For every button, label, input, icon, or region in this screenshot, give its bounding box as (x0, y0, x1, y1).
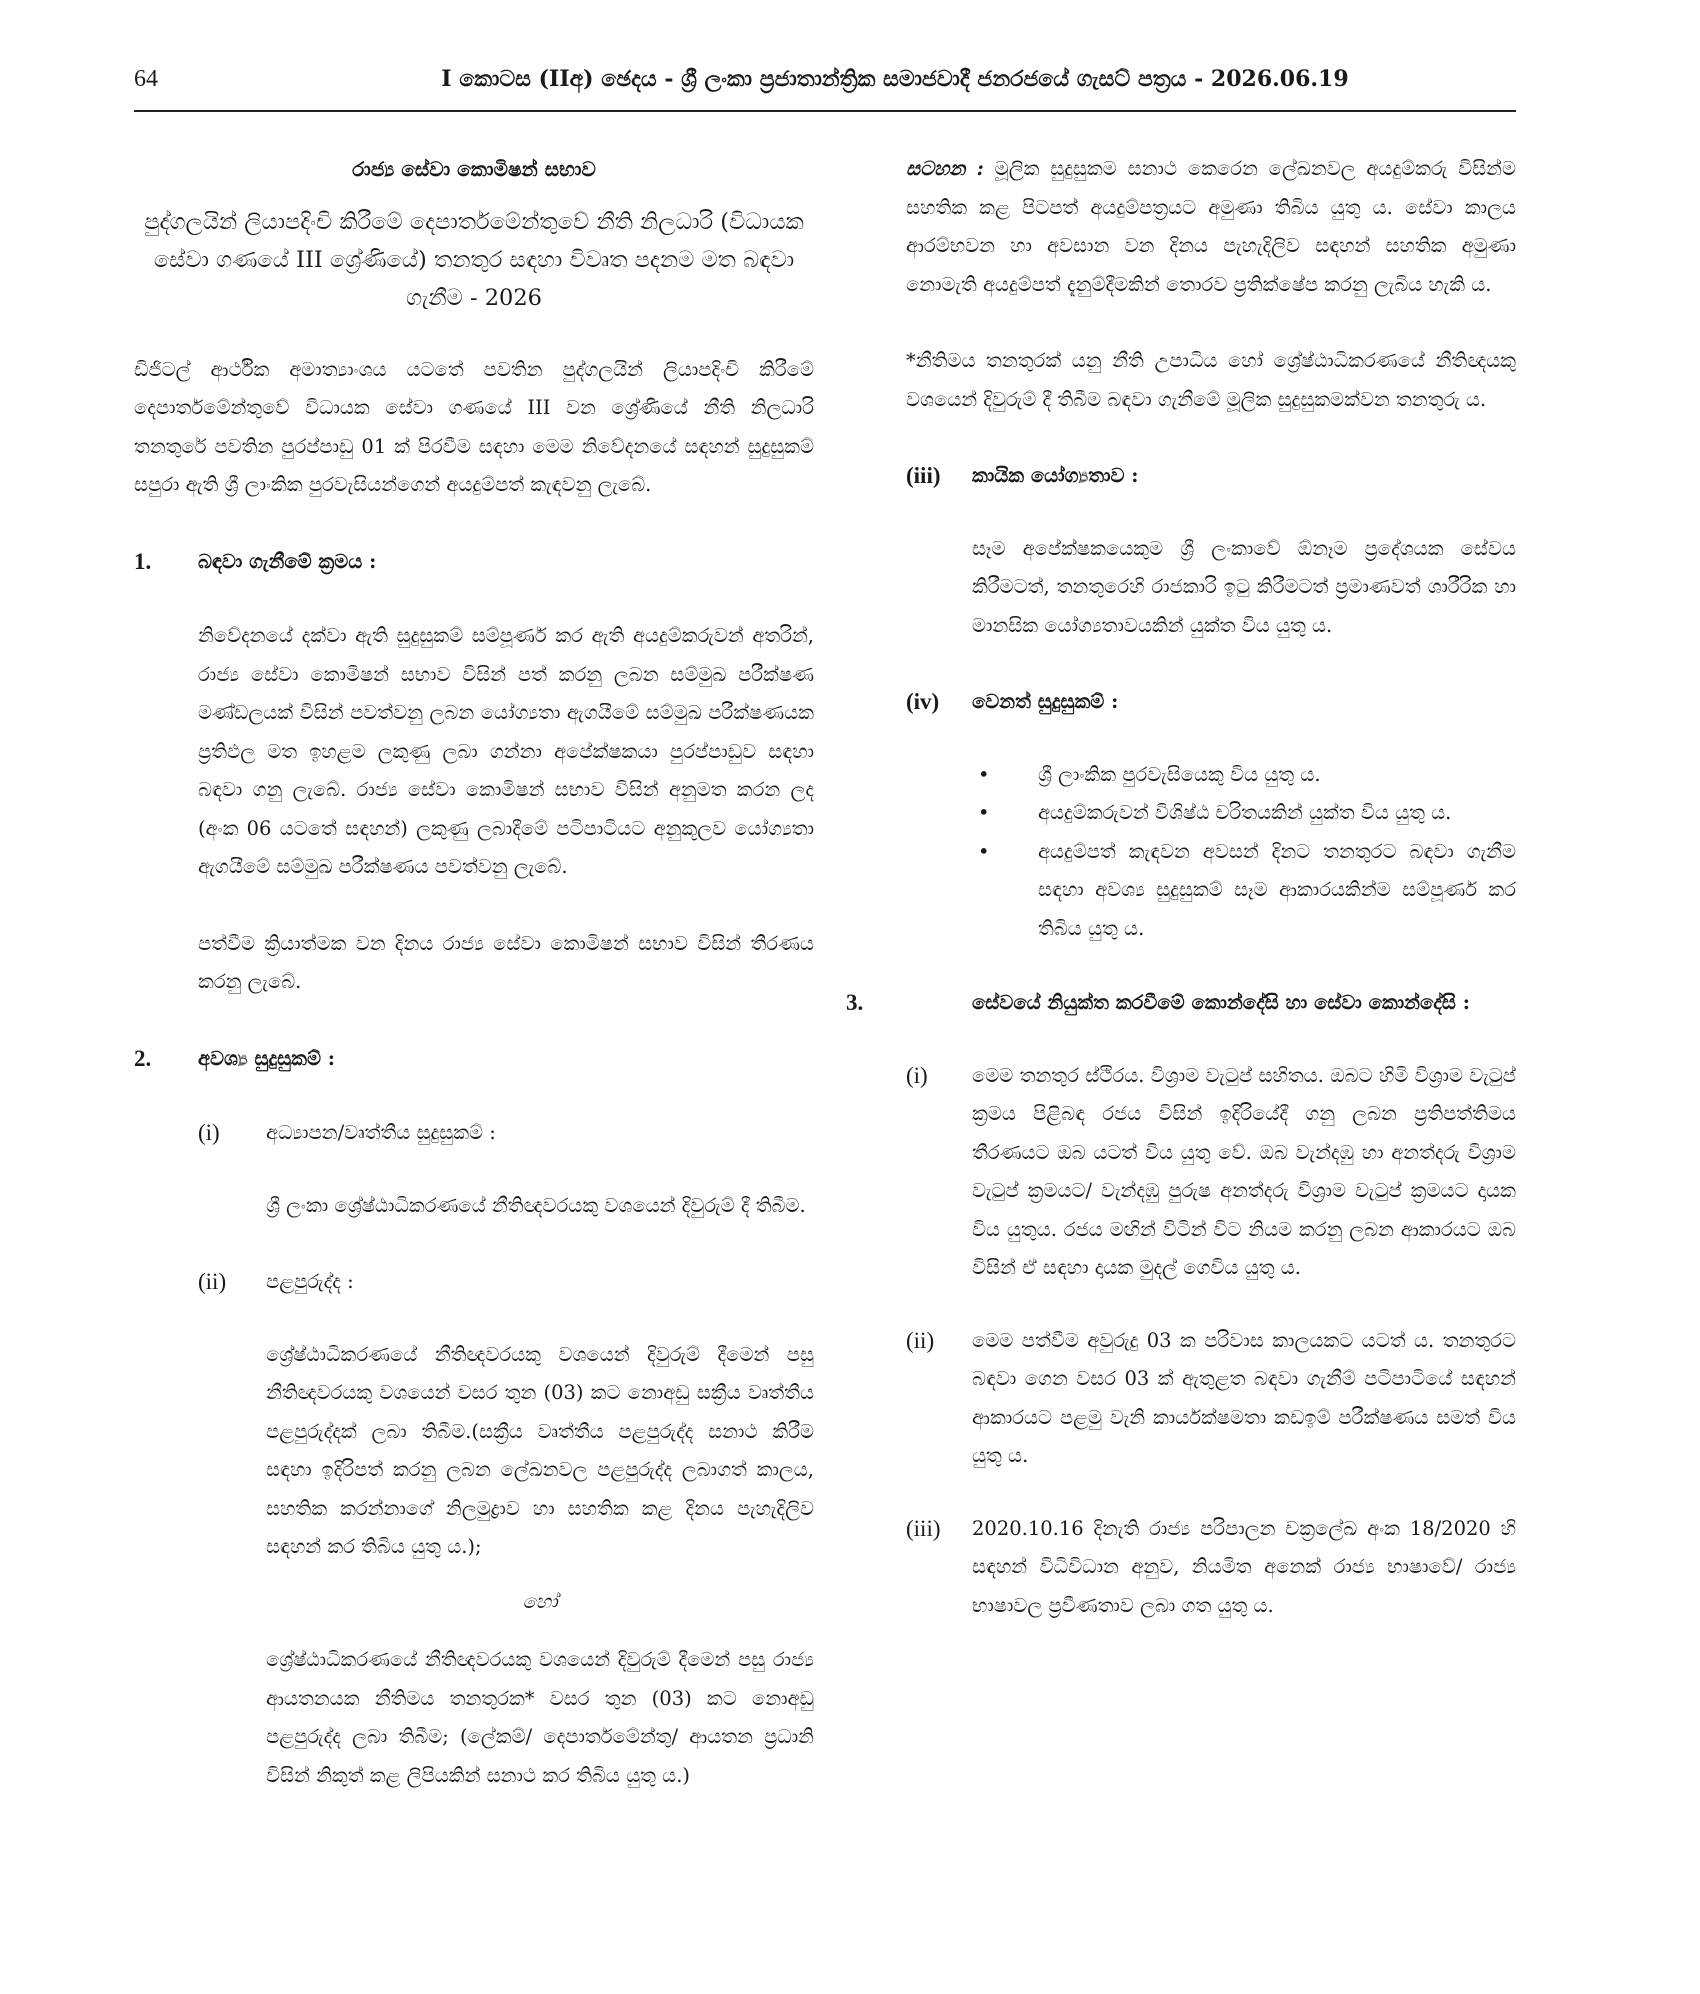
subsection-ii-text-1: ශ්‍රේෂ්ඨාධිකරණයේ නීතිඥවරයකු වශයෙන් දිවුරුම් දීමෙන් පසු නීතිඥවරයකු වශයෙන් වසර තුන (03) කට නොඅඩු සක්‍රීය වෘත්තීය පළපුරුද්දක් ලබා තිබීම.(සක්‍රීය වෘත්තීය පළපුරුද්ද සනාථ කිරීම සඳහා ඉදිරිපත් කරනු ලබන ලේඛනවල පළපුරුද්ද ලබාගත් කාලය, සහතික කරන්නාගේ නිලමුද්‍රාව හා සහතික කළ දිනය පැහැදිලිව සඳහන් කර තිබිය යුතු ය.); (266, 1342, 814, 1558)
or-separator: හෝ (522, 1589, 558, 1613)
section-2-heading (134, 1040, 814, 1079)
subsection-ii-text-2: ශ්‍රේෂ්ඨාධිකරණයේ නීතිඥවරයකු වශයෙන් දිවුරුම් දීමෙන් පසු රාජ්‍ය ආයතනයක නීතිමය තනතුරක* වසර තුන (03) කට නොඅඩු පළපුරුද්ද ලබා තිබීම; (ලේකම්/ දෙපාර්තමේන්තු/ ආයතන ප්‍රධානි විසින් නිකුත් කළ ලිපියකින් සනාථ කර තිබිය යුතු ය.) (266, 1648, 814, 1787)
subsection-number: (ii) (198, 1269, 227, 1294)
subsection-ii (198, 1263, 814, 1302)
section-1-paragraph: නිවේදනයේ දක්වා ඇති සුදුසුකම් සම්පූර්ණ කර ඇති අයදුම්කරුවන් අතරින්, රාජ්‍ය සේවා කොමිෂන් සභාව විසින් පත් කරනු ලබන සම්මුඛ පරීක්ෂණ මණ්ඩලයක් විසින් පවත්වනු ලබන යෝග්‍යතා ඇගයීමේ සම්මුඛ පරීක්ෂණයක ප්‍රතිඵල මත ඉහළම ලකුණු ලබා ගන්නා අපේක්ෂකයා පුරප්පාඩුව සඳහා බඳවා ගනු ලැබේ. රාජ්‍ය සේවා කොමිෂන් සභාව විසින් අනුමත කරන ලද (අංක 06 යටතේ සඳහන්) ලකුණු ලබාදීමේ පටිපාටියට අනුකූලව යෝග්‍යතා ඇගයීමේ සම්මුඛ පරීක්ෂණය පවත්වනු ලැබේ. (198, 624, 814, 878)
item-text: මෙම පත්වීම අවුරුදු 03 ක පරිවාස කාලයකට යටත් ය. තනතුරට බඳවා ගෙන වසර 03 ක් ඇතුළත බඳවා ගැනීම් පටිපාටියේ සඳහන් ආකාරයට පළමු වැනි කාර්යක්ෂමතා කඩඉම් පරීක්ෂණය සමත් විය යුතු ය. (972, 1328, 1516, 1467)
subsection-number: (iii) (906, 463, 941, 488)
note-paragraph (906, 150, 1516, 304)
subsection-title: කායික යෝග්‍යතාව : (972, 464, 1139, 487)
conditions-item (906, 1057, 1516, 1288)
page-number: 64 (134, 66, 158, 92)
subsection-number: (i) (198, 1120, 220, 1145)
item-number: (i) (906, 1062, 928, 1088)
item-number: (iii) (906, 1515, 941, 1541)
item-text: 2020.10.16 දිනැති රාජ්‍ය පරිපාලන චක්‍රලේඛ අංක 18/2020 හි සඳහන් විධිවිධාන අනුව, නියමිත අනෙක් රාජ්‍ය භාෂාවේ/ රාජ්‍ය භාෂාවල ප්‍රවීණතාව ලබා ගත යුතු ය. (972, 1516, 1516, 1617)
subsection-iii-text: සෑම අපේක්ෂකයෙකුම ශ්‍රී ලංකාවේ ඕනෑම ප්‍රදේශයක සේවය කිරීමටත්, තනතුරෙහි රාජකාරි ඉටු කිරීමටත් ප්‍රමාණවත් ශාරීරික හා මානසික යෝග්‍යතාවයකින් යුක්ත විය යුතු ය. (972, 536, 1516, 637)
conditions-item (906, 1322, 1516, 1476)
section-1-heading (134, 543, 814, 582)
left-column (134, 150, 814, 1833)
note-label: සටහන : (906, 157, 984, 180)
subsection-i-text: ශ්‍රී ලංකා ශ්‍රේෂ්ඨාධිකරණයේ නීතිඥවරයකු වශයෙන් දිවුරුම් දී තිබීම. (266, 1193, 806, 1217)
section-number: 2. (134, 1045, 152, 1071)
subsection-iv (906, 683, 1516, 722)
notice-authority-title: රාජ්‍ය සේවා කොමිෂන් සභාව (352, 157, 596, 181)
section-title: බඳවා ගැනීමේ ක්‍රමය : (198, 549, 377, 573)
running-head: I කොටස (IIඅ) ඡෙදය - ශ්‍රී ලංකා ප්‍රජාතාන්ත්‍රික සමාජවාදී ජනරජයේ ගැසට් පත්‍රය - 2026.06.19 (441, 66, 1349, 92)
section-title: සේවයේ නියුක්ත කරවීමේ කොන්දේසි හා සේවා කොන්දේසි : (972, 991, 1470, 1014)
section-3-heading (846, 984, 1516, 1023)
list-item: • ශ්‍රී ලාංකික පුරවැසියෙකු විය යුතු ය. (972, 756, 1516, 795)
notice-subtitle: පුද්ගලයින් ලියාපදිංචි කිරීමේ දෙපාර්තමේන්තුවේ නීති නිලධාරි (විධායක සේවා ගණයේ III ශ්‍රේණියේ) තනතුර සඳහා විවෘත පදනම මත බඳවා ගැනීම - 2026 (144, 208, 804, 311)
subsection-iii (906, 457, 1516, 496)
conditions-item (906, 1510, 1516, 1626)
other-qualifications-list (972, 756, 1516, 949)
subsection-number: (iv) (906, 689, 940, 714)
right-column (846, 150, 1516, 1659)
intro-paragraph: ඩිජිටල් ආර්ථික අමාත්‍යාංශය යටතේ පවතින පුද්ගලයින් ලියාපදිංචි කිරීමේ දෙපාර්තමේන්තුවේ විධායක සේවා ගණයේ III වන ශ්‍රේණියේ නීති නිලධාරි තනතුරේ පවතින පුරප්පාඩු 01 ක් පිරවීම සඳහා මෙම නිවේදනයේ සඳහන් සුදුසුකම් සපුරා ඇති ශ්‍රී ලාංකික පුරවැසියන්ගෙන් අයදුම්පත් කැඳවනු ලැබේ. (134, 357, 814, 496)
subsection-title: අධ්‍යාපන/වෘත්තීය සුදුසුකම් : (266, 1121, 496, 1144)
item-text: මෙම තනතුර ස්ථිරය. විශ්‍රාම වැටුප් සහිතය. ඔබට හිමි විශ්‍රාම වැටුප් ක්‍රමය පිළිබඳ රජය විසින් ඉදිරියේදී ගනු ලබන ප්‍රතිපත්තිමය තීරණයට ඔබ යටත් විය යුතු වේ. ඔබ වැන්දඹු හා අනත්දරු විශ්‍රාම වැටුප් ක්‍රමයට/ වැන්දඹු පුරුෂ අනත්දරු විශ්‍රාම වැටුප් ක්‍රමයට දායක විය යුතුය. රජය මඟින් විටින් විට නියම කරනු ලබන ආකාරයට ඔබ විසින් ඒ සඳහා දායක මුදල් ගෙවිය යුතු ය. (972, 1063, 1516, 1279)
item-number: (ii) (906, 1327, 935, 1353)
page-header (134, 66, 1516, 112)
section-title: අවශ්‍ය සුදුසුකම් : (198, 1046, 335, 1070)
section-number: 1. (134, 548, 152, 574)
note-text: මූලික සුදුසුකම සනාථ කෙරෙන ලේඛනවල අයදුම්කරු විසින්ම සහතික කළ පිටපත් අයදුම්පත්‍රයට අමුණා තිබිය යුතු ය. සේවා කාලය ආරම්භවන හා අවසාන වන දිනය පැහැදිලිව සඳහන් සහතික අමුණා නොමැති අයදුම්පත් දැනුම්දීමකින් තොරව ප්‍රතික්ෂේප කරනු ලැබිය හැකි ය. (906, 157, 1516, 296)
subsection-title: වෙනත් සුදුසුකම් : (972, 690, 1119, 713)
section-number: 3. (846, 990, 864, 1015)
footnote-paragraph: *නීතිමය තනතුරක් යනු නීති උපාධිය හෝ ශ්‍රේෂ්ඨාධිකරණයේ නීතිඥයකු වශයෙන් දිවුරුම් දී තිබීම බඳවා ගැනීමේ මූලික සුදුසුකමක්වන තනතුරු ය. (906, 349, 1516, 411)
list-item: • අයදුම්කරුවන් විශිෂ්ඨ චරිතයකින් යුක්ත විය යුතු ය. (972, 794, 1516, 833)
section-1-paragraph-2: පත්වීම ක්‍රියාත්මක වන දිනය රාජ්‍ය සේවා කොමිෂන් සභාව විසින් තීරණය කරනු ලැබේ. (198, 931, 814, 993)
subsection-title: පළපුරුද්ද : (266, 1270, 354, 1293)
list-item: • අයදුම්පත් කැඳවන අවසන් දිනට තනතුරට බඳවා ගැනීම සඳහා අවශ්‍ය සුදුසුකම් සෑම ආකාරයකින්ම සම්පූර්ණ කර තිබිය යුතු ය. (972, 833, 1516, 949)
subsection-i (198, 1114, 814, 1153)
